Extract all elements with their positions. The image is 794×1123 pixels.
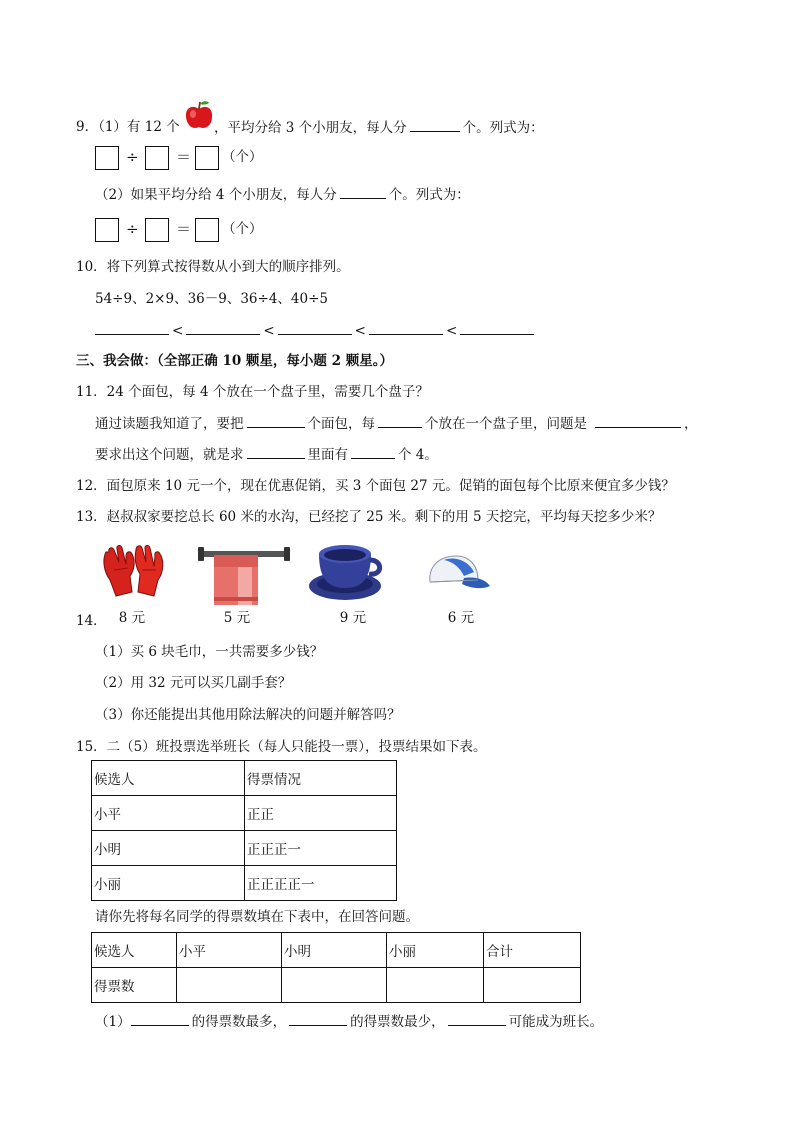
- answer-blank[interactable]: [186, 321, 260, 335]
- answer-blank[interactable]: [247, 445, 305, 459]
- q11-title: 11．24 个面包，每 4 个放在一个盘子里，需要几个盘子？: [76, 384, 429, 400]
- price-towel: 5 元: [223, 610, 251, 626]
- equals-sign: ＝: [176, 220, 192, 238]
- table-cell: 正正正正一: [245, 866, 397, 901]
- table-cell: 小平: [177, 933, 282, 968]
- q15-part1: （1） 的得票数最多， 的得票数最少， 可能成为班长。: [95, 1014, 604, 1030]
- vote-count-input[interactable]: [387, 968, 484, 1003]
- answer-blank[interactable]: [278, 321, 352, 335]
- table-cell: 小明: [92, 831, 245, 866]
- apple-icon: [184, 99, 214, 131]
- price-cup: 9 元: [339, 610, 367, 626]
- q14-number: 14．: [76, 613, 107, 629]
- equals-sign: ＝: [176, 148, 192, 166]
- q14-part2: （2）用 32 元可以买几副手套？: [95, 675, 292, 691]
- table-row: [92, 968, 581, 1003]
- q14-part1: （1）买 6 块毛巾，一共需要多少钱？: [95, 644, 324, 660]
- q10-expressions: 54÷9、2×9、36－9、36÷4、40÷5: [95, 291, 328, 307]
- vote-count-input[interactable]: [177, 968, 282, 1003]
- table-cell: 小丽: [387, 933, 484, 968]
- answer-blank[interactable]: [378, 414, 422, 428]
- table-cell: 小丽: [92, 866, 245, 901]
- vote-total-input[interactable]: [484, 968, 581, 1003]
- towel-icon: [198, 545, 290, 607]
- answer-blank[interactable]: [460, 321, 534, 335]
- vote-count-table: [91, 932, 581, 1003]
- q15-instruction: 请你先将每名同学的得票数填在下表中，在回答问题。: [95, 909, 419, 925]
- answer-blank[interactable]: [448, 1012, 506, 1026]
- table-cell: 正正: [245, 796, 397, 831]
- q11-line1: 通过读题我知道了，要把 个面包，每 个放在一个盘子里，问题是 ，: [95, 416, 698, 432]
- price-gloves: 8 元: [118, 610, 146, 626]
- answer-blank[interactable]: [351, 445, 395, 459]
- answer-blank[interactable]: [289, 1012, 347, 1026]
- answer-blank[interactable]: [131, 1012, 189, 1026]
- q9-part1-rest: ，平均分给 3 个小朋友，每人分 个。列式为：: [214, 120, 544, 136]
- table-row: [92, 831, 397, 866]
- q9-part2: （2）如果平均分给 4 个小朋友，每人分 个。列式为：: [95, 187, 470, 203]
- table-cell: 正正正一: [245, 831, 397, 866]
- table-row: [92, 933, 581, 968]
- q10-order-line: < < < <: [95, 321, 537, 340]
- table-cell: 候选人: [92, 933, 177, 968]
- section-heading: 三、我会做：（全部正确 10 颗星，每小题 2 颗星。）: [76, 353, 393, 369]
- vote-tally-table: [91, 760, 397, 901]
- answer-blank[interactable]: [340, 185, 386, 199]
- q13-text: 13．赵叔叔家要挖总长 60 米的水沟，已经挖了 25 米。剩下的用 5 天挖完，平均每天挖多少米？: [76, 509, 662, 525]
- divide-sign: ÷: [126, 148, 139, 166]
- answer-blank[interactable]: [247, 414, 305, 428]
- answer-box[interactable]: [145, 146, 169, 170]
- answer-box[interactable]: [145, 218, 169, 242]
- answer-box[interactable]: [195, 218, 219, 242]
- table-cell: 小平: [92, 796, 245, 831]
- unit-label: （个）: [222, 149, 263, 165]
- answer-blank[interactable]: [369, 321, 443, 335]
- q9-part1: 9．（1）有 12 个: [76, 119, 180, 135]
- answer-box[interactable]: [95, 146, 119, 170]
- answer-blank[interactable]: [410, 118, 460, 132]
- table-cell: 得票数: [92, 968, 177, 1003]
- table-row: [92, 761, 397, 796]
- q10-title: 10．将下列算式按得数从小到大的顺序排列。: [76, 259, 350, 275]
- divide-sign: ÷: [126, 220, 139, 238]
- q11-line2: 要求出这个问题，就是求 里面有 个 4。: [95, 447, 438, 463]
- cap-icon: [424, 552, 494, 600]
- table-cell: 得票情况: [245, 761, 397, 796]
- q15-title: 15．二（5）班投票选举班长（每人只能投一票），投票结果如下表。: [76, 739, 487, 755]
- cup-icon: [305, 540, 385, 606]
- answer-blank[interactable]: [595, 414, 681, 428]
- answer-box[interactable]: [195, 146, 219, 170]
- table-row: [92, 796, 397, 831]
- table-cell: 候选人: [92, 761, 245, 796]
- price-cap: 6 元: [447, 610, 475, 626]
- q12-text: 12．面包原来 10 元一个，现在优惠促销，买 3 个面包 27 元。促销的面包每个比原来便宜多少钱？: [76, 478, 675, 494]
- answer-box[interactable]: [95, 218, 119, 242]
- vote-count-input[interactable]: [282, 968, 387, 1003]
- q14-part3: （3）你还能提出其他用除法解决的问题并解答吗？: [95, 707, 401, 723]
- table-cell: 合计: [484, 933, 581, 968]
- table-cell: 小明: [282, 933, 387, 968]
- answer-blank[interactable]: [95, 321, 169, 335]
- gloves-icon: [100, 540, 166, 602]
- unit-label: （个）: [222, 221, 263, 237]
- table-row: [92, 866, 397, 901]
